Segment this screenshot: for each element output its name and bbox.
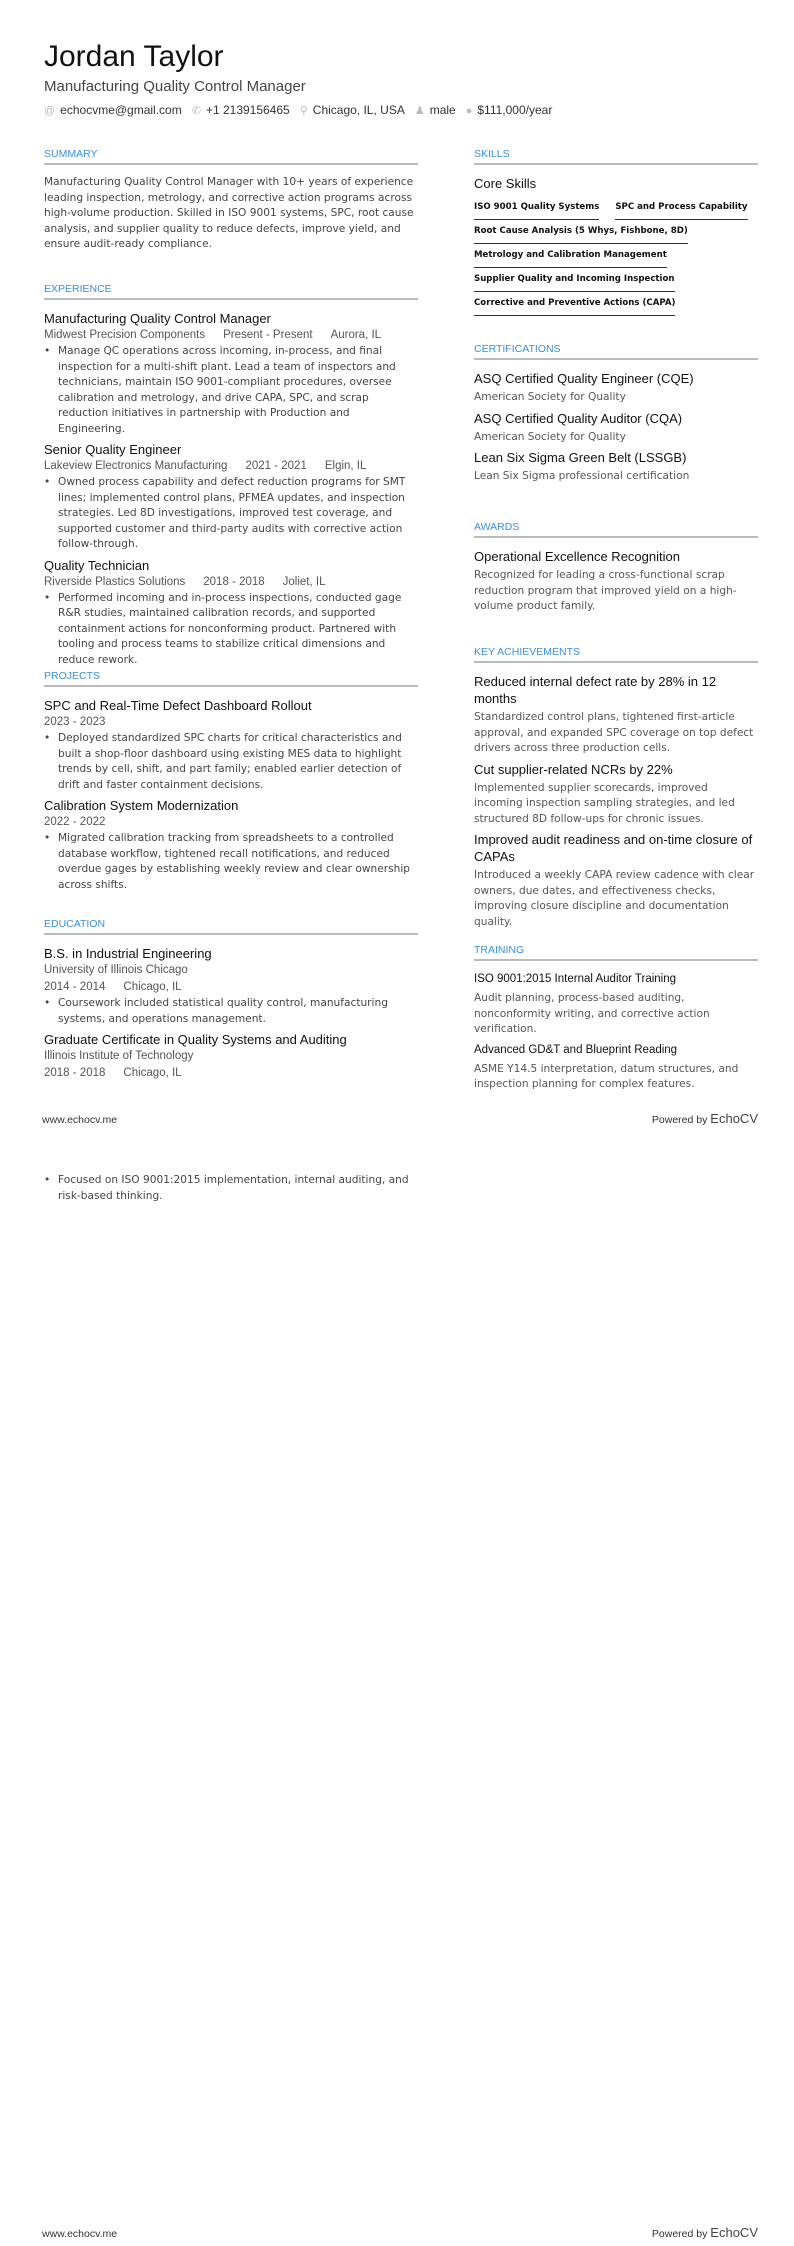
- achievement-detail: Standardized control plans, tightened first-article approval, and expanded SPC coverage on top defect drivers across three production cells.: [474, 711, 754, 754]
- skill-row: [474, 220, 758, 238]
- contact-item: [300, 103, 405, 117]
- skill-chip: Root Cause Analysis (5 Whys, Fishbone, 8D): [474, 224, 688, 244]
- certification-name: ASQ Certified Quality Engineer (CQE): [474, 371, 694, 386]
- degree: Graduate Certificate in Quality Systems and Auditing: [44, 1032, 347, 1047]
- achievement-detail: Introduced a weekly CAPA review cadence with clear owners, due dates, and effectiveness checks, improving closure discipline and documentation quality.: [474, 869, 755, 928]
- at-icon: @: [44, 105, 56, 117]
- experience-section: [44, 283, 418, 672]
- award-detail: Recognized for leading a cross-functional scrap reduction program that improved yield on a high-volume product family.: [474, 569, 737, 612]
- location: Joliet, IL: [282, 575, 326, 588]
- achievement-entry: [474, 673, 758, 757]
- bullet-text: Deployed standardized SPC charts for critical characteristics and built a shop-floor dashboard using existing MES data to highlight trends by cell, shift, and part family; enabled earlier detection of drift and faster containment decisions.: [58, 732, 402, 791]
- job-bullet: [44, 344, 418, 437]
- training-name: ISO 9001:2015 Internal Auditor Training: [474, 973, 677, 985]
- job-title: Quality Technician: [44, 557, 150, 573]
- achievement-entry: [474, 831, 758, 930]
- phone-icon: ✆: [191, 105, 201, 117]
- project-bullet: [44, 831, 418, 893]
- candidate-name: Jordan Taylor: [44, 40, 224, 73]
- job-title: Manufacturing Quality Control Manager: [44, 311, 271, 326]
- award-entry: [474, 548, 758, 615]
- job-bullet: [44, 591, 418, 669]
- section-heading: CERTIFICATIONS: [474, 343, 758, 360]
- contact-item: [466, 103, 553, 117]
- project-dates: 2022 - 2022: [44, 816, 106, 828]
- job-meta: [44, 574, 418, 591]
- bullet-icon: •: [44, 732, 51, 744]
- company: Lakeview Electronics Manufacturing: [44, 460, 228, 472]
- training-section: [474, 944, 758, 1097]
- footer-site-link[interactable]: www.echocv.me: [42, 2228, 118, 2240]
- skill-chip: ISO 9001 Quality Systems: [474, 200, 599, 220]
- dates: 2021 - 2021: [245, 460, 307, 472]
- certification-entry: [474, 370, 758, 406]
- dates: Present - Present: [223, 329, 313, 341]
- job-title: Senior Quality Engineer: [44, 442, 182, 457]
- education-entry: [44, 1031, 418, 1082]
- summary-section: [44, 148, 418, 253]
- bullet-icon: •: [44, 476, 51, 488]
- dates: 2014 - 2014: [44, 981, 106, 993]
- project-title: SPC and Real-Time Defect Dashboard Rollout: [44, 698, 312, 713]
- certification-name: ASQ Certified Quality Auditor (CQA): [474, 410, 683, 426]
- bullet-text: Coursework included statistical quality control, manufacturing systems, and operations management.: [58, 997, 388, 1025]
- achievement-entry: [474, 761, 758, 828]
- skill-chip: Metrology and Calibration Management: [474, 248, 667, 268]
- section-heading: PROJECTS: [44, 670, 418, 687]
- section-heading: SUMMARY: [44, 148, 418, 165]
- bullet-icon: •: [44, 997, 51, 1009]
- school: Illinois Institute of Technology: [44, 1050, 194, 1062]
- contact-text: $111,000/year: [477, 103, 553, 117]
- experience-entry: [44, 557, 418, 669]
- contact-item: [44, 103, 182, 117]
- certification-detail: American Society for Quality: [474, 430, 626, 443]
- achievement-name: Improved audit readiness and on-time closure of CAPAs: [474, 832, 753, 864]
- skill-chip: Supplier Quality and Incoming Inspection: [474, 272, 675, 292]
- experience-entry: [44, 441, 418, 553]
- training-detail: Audit planning, process-based auditing, nonconformity writing, and corrective action verification.: [474, 992, 710, 1035]
- section-heading: EDUCATION: [44, 918, 418, 935]
- awards-section: [474, 521, 758, 619]
- summary-text: Manufacturing Quality Control Manager with 10+ years of experience leading inspection, metrology, and corrective action programs across high-volume production. Skilled in ISO 9001 systems, SPC, root cause analysis, and supplier quality to reduce defects, improve yield, and ensure audit-ready compliance.: [44, 176, 414, 250]
- skill-chip: Corrective and Preventive Actions (CAPA): [474, 296, 675, 316]
- education-meta: [44, 1065, 418, 1082]
- company: Riverside Plastics Solutions: [44, 575, 186, 588]
- section-heading: TRAINING: [474, 944, 758, 961]
- education-bullet: • Focused on ISO 9001:2015 implementation, internal auditing, and risk-based thinking.: [44, 1174, 409, 1202]
- school: University of Illinois Chicago: [44, 964, 188, 976]
- certification-name: Lean Six Sigma Green Belt (LSSGB): [474, 450, 687, 465]
- education-bullet: [44, 996, 418, 1027]
- skills-group-title: Core Skills: [474, 176, 537, 191]
- location: Aurora, IL: [330, 329, 382, 341]
- contact-text: echocvme@gmail.com: [60, 103, 182, 117]
- skill-row: [474, 196, 599, 214]
- job-bullet: [44, 475, 418, 553]
- location: Elgin, IL: [324, 460, 367, 472]
- project-dates: 2023 - 2023: [44, 716, 106, 728]
- achievements-section: [474, 646, 758, 934]
- footer-powered-by: Powered by EchoCV: [651, 2225, 758, 2240]
- person-icon: ♟: [414, 105, 425, 117]
- achievement-name: Cut supplier-related NCRs by 22%: [474, 761, 673, 777]
- award-name: Operational Excellence Recognition: [474, 549, 680, 564]
- training-detail: ASME Y14.5 interpretation, datum structures, and inspection planning for complex features.: [474, 1062, 739, 1090]
- certifications-section: [474, 343, 758, 489]
- projects-section: [44, 670, 418, 897]
- skill-row: [474, 292, 758, 310]
- education-section: [44, 918, 418, 1082]
- location: Chicago, IL: [123, 981, 182, 993]
- skill-chip: SPC and Process Capability: [615, 200, 747, 220]
- experience-entry: [44, 310, 418, 437]
- dates: 2018 - 2018: [203, 575, 265, 588]
- bullet-text: Owned process capability and defect reduction programs for SMT lines; implemented control plans, PFMEA updates, and inspection strategies. Led 8D investigations, improved test coverage, and supported customer and third-party audits with corrective action follow-through.: [58, 476, 406, 550]
- section-heading: AWARDS: [474, 521, 758, 538]
- project-entry: [44, 797, 418, 893]
- footer-site-link[interactable]: www.echocv.me: [42, 1114, 118, 1126]
- skills-section: [474, 148, 758, 310]
- skill-row: [474, 244, 758, 262]
- certification-detail: American Society for Quality: [474, 391, 626, 403]
- skill-row: [615, 196, 747, 214]
- training-name: Advanced GD&T and Blueprint Reading: [474, 1043, 678, 1056]
- bullet-text: Manage QC operations across incoming, in-process, and final inspection for a multi-shift plant. Lead a team of inspectors and technicians, maintain ISO 9001-compliant procedures, oversee calibration and metrology, and drive CAPA, SPC, and scrap reduction initiatives in partnership with Production and Engineering.: [58, 345, 396, 435]
- section-heading: SKILLS: [474, 148, 758, 165]
- certification-detail: Lean Six Sigma professional certification: [474, 470, 690, 482]
- training-entry: [474, 1042, 758, 1093]
- echocv-logo: EchoCV: [710, 2225, 758, 2240]
- training-entry: [474, 971, 758, 1038]
- echocv-logo: EchoCV: [710, 1111, 758, 1126]
- skill-row: [474, 268, 758, 286]
- candidate-title: Manufacturing Quality Control Manager: [44, 78, 306, 95]
- contact-text: Chicago, IL, USA: [312, 103, 405, 117]
- certification-entry: [474, 449, 758, 485]
- dates: 2018 - 2018: [44, 1067, 106, 1079]
- project-title: Calibration System Modernization: [44, 798, 239, 813]
- project-entry: [44, 697, 418, 793]
- footer-powered-by: Powered by EchoCV: [651, 1111, 758, 1126]
- education-continued: [44, 1173, 418, 1208]
- bullet-text: Performed incoming and in-process inspections, conducted gage R&R studies, maintained calibration records, and supported containment actions for nonconforming product. Partnered with tooling and process teams to stabilize critical dimensions and reduce rework.: [58, 591, 402, 666]
- location-icon: ⚲: [299, 105, 308, 117]
- section-heading: EXPERIENCE: [44, 283, 418, 300]
- education-meta: [44, 979, 418, 996]
- project-bullet: [44, 731, 418, 793]
- degree: B.S. in Industrial Engineering: [44, 946, 212, 961]
- bullet-text: Migrated calibration tracking from spreadsheets to a controlled database workflow, tightened recall notifications, and reduced overdue gages by establishing weekly review and clear ownership across shifts.: [58, 832, 410, 891]
- location: Chicago, IL: [123, 1067, 182, 1079]
- bullet-icon: •: [44, 345, 51, 357]
- bullet-icon: •: [44, 591, 51, 604]
- job-meta: [44, 327, 418, 344]
- certification-entry: [474, 410, 758, 446]
- section-heading: KEY ACHIEVEMENTS: [474, 646, 758, 663]
- salary-icon: ●: [465, 105, 473, 117]
- achievement-detail: Implemented supplier scorecards, improved incoming inspection sampling strategies, and led structured 8D follow-ups for chronic issues.: [474, 781, 735, 825]
- contact-text: male: [429, 103, 456, 117]
- company: Midwest Precision Components: [44, 329, 206, 341]
- contact-item: [415, 103, 456, 117]
- bullet-icon: •: [44, 832, 51, 844]
- education-entry: [44, 945, 418, 1027]
- job-meta: [44, 458, 418, 475]
- contact-text: +1 2139156465: [205, 103, 290, 117]
- achievement-name: Reduced internal defect rate by 28% in 12 months: [474, 674, 717, 706]
- contact-item: [192, 103, 290, 117]
- contact-bar: [44, 103, 552, 117]
